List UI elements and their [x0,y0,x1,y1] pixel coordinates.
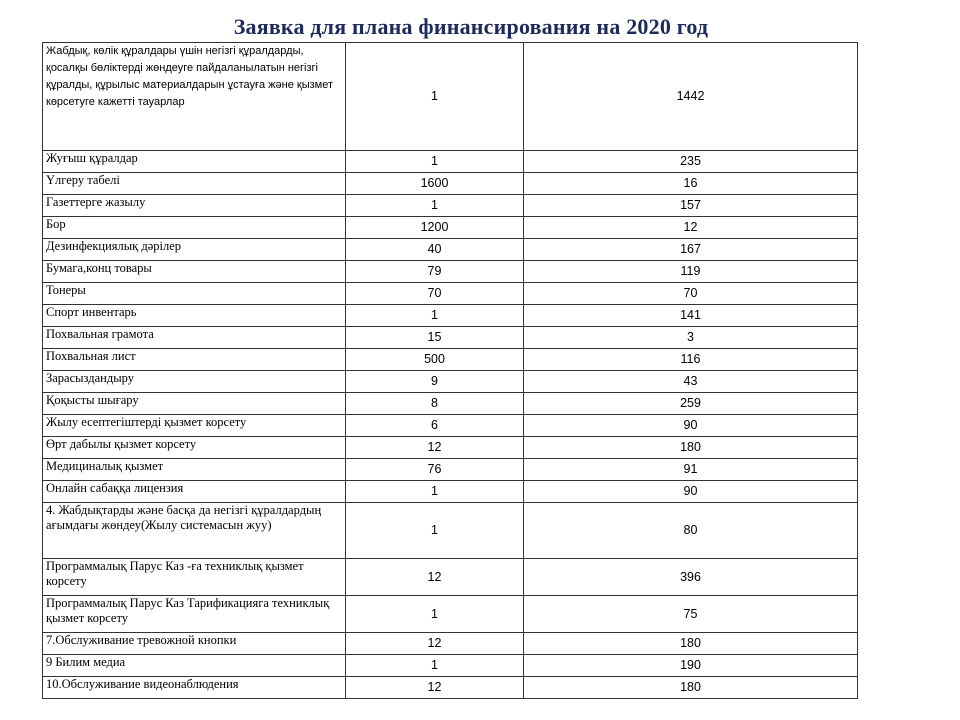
table-row [43,151,858,173]
item-name-cell: Қоқысты шығару [43,393,346,415]
item-name-cell: Үлгеру табелі [43,173,346,195]
item-name-cell: Тонеры [43,283,346,305]
table-body [43,43,858,699]
table-row [43,677,858,699]
page-title: Заявка для плана финансирования на 2020 год [233,14,709,39]
amount-cell: 396 [524,559,858,596]
item-name-cell: Бор [43,217,346,239]
amount-cell: 157 [524,195,858,217]
quantity-cell: 12 [346,437,524,459]
quantity-cell: 1 [346,151,524,173]
table-row [43,559,858,596]
table-row [43,459,858,481]
item-name-cell: Дезинфекциялық дәрілер [43,239,346,261]
item-name-cell: Өрт дабылы қызмет корсету [43,437,346,459]
amount-cell: 119 [524,261,858,283]
quantity-cell: 1 [346,655,524,677]
table-row [43,371,858,393]
amount-cell: 16 [524,173,858,195]
table-row [43,437,858,459]
amount-cell: 70 [524,283,858,305]
table-row [43,305,858,327]
table-row [43,503,858,559]
item-name-cell: Газеттерге жазылу [43,195,346,217]
item-name-cell: Жылу есептегіштерді қызмет корсету [43,415,346,437]
table-row [43,415,858,437]
amount-cell: 180 [524,677,858,699]
quantity-cell: 15 [346,327,524,349]
amount-cell: 90 [524,415,858,437]
item-name-cell: Похвальная грамота [43,327,346,349]
quantity-cell: 1200 [346,217,524,239]
quantity-cell: 12 [346,559,524,596]
table-row [43,43,858,151]
table-row [43,173,858,195]
amount-cell: 75 [524,596,858,633]
table-row [43,239,858,261]
quantity-cell: 70 [346,283,524,305]
item-name-cell: Медициналық қызмет [43,459,346,481]
item-name-cell: Жуғыш құралдар [43,151,346,173]
item-name-cell: Онлайн сабаққа лицензия [43,481,346,503]
item-name-cell: Жабдық, көлік құралдары үшін негізгі құралдарды, қосалқы бөліктерді жөндеуге пайдаланылатын негізгі құралды, құрылыс материалдарын ұстауға және қызмет көрсетуге кажетті тауарлар [43,43,346,151]
quantity-cell: 12 [346,633,524,655]
quantity-cell: 76 [346,459,524,481]
quantity-cell: 12 [346,677,524,699]
amount-cell: 141 [524,305,858,327]
item-name-cell: Программалық Парус Каз Тарификацияга техниклық қызмет корсету [43,596,346,633]
quantity-cell: 1 [346,305,524,327]
quantity-cell: 6 [346,415,524,437]
amount-cell: 259 [524,393,858,415]
item-name-cell: 7.Обслуживание тревожной кнопки [43,633,346,655]
amount-cell: 3 [524,327,858,349]
item-name-cell: 9 Билим медиа [43,655,346,677]
table-row [43,633,858,655]
amount-cell: 180 [524,633,858,655]
item-name-cell: 10.Обслуживание видеонаблюдения [43,677,346,699]
quantity-cell: 500 [346,349,524,371]
table-row [43,596,858,633]
quantity-cell: 1 [346,596,524,633]
quantity-cell: 9 [346,371,524,393]
quantity-cell: 40 [346,239,524,261]
amount-cell: 12 [524,217,858,239]
amount-cell: 90 [524,481,858,503]
item-name-cell: Программалық Парус Каз -ға техниклық қызмет корсету [43,559,346,596]
amount-cell: 167 [524,239,858,261]
item-name-cell: 4. Жабдықтарды және басқа да негізгі құралдардың ағымдағы жөндеу(Жылу системасын жуу) [43,503,346,559]
item-name-cell: Похвальная лист [43,349,346,371]
item-name-cell: Зарасыздандыру [43,371,346,393]
table-row [43,261,858,283]
amount-cell: 180 [524,437,858,459]
quantity-cell: 1 [346,43,524,151]
amount-cell: 80 [524,503,858,559]
item-name-cell: Бумага,конц товары [43,261,346,283]
table-row [43,327,858,349]
quantity-cell: 1 [346,195,524,217]
quantity-cell: 79 [346,261,524,283]
table-row [43,217,858,239]
amount-cell: 1442 [524,43,858,151]
table-row [43,283,858,305]
amount-cell: 91 [524,459,858,481]
table-row [43,195,858,217]
table-row [43,393,858,415]
financing-table [42,42,858,699]
quantity-cell: 1 [346,503,524,559]
amount-cell: 235 [524,151,858,173]
table-row [43,349,858,371]
table-row [43,481,858,503]
amount-cell: 116 [524,349,858,371]
amount-cell: 43 [524,371,858,393]
quantity-cell: 1600 [346,173,524,195]
item-name-cell: Спорт инвентарь [43,305,346,327]
quantity-cell: 8 [346,393,524,415]
table-row [43,655,858,677]
quantity-cell: 1 [346,481,524,503]
amount-cell: 190 [524,655,858,677]
